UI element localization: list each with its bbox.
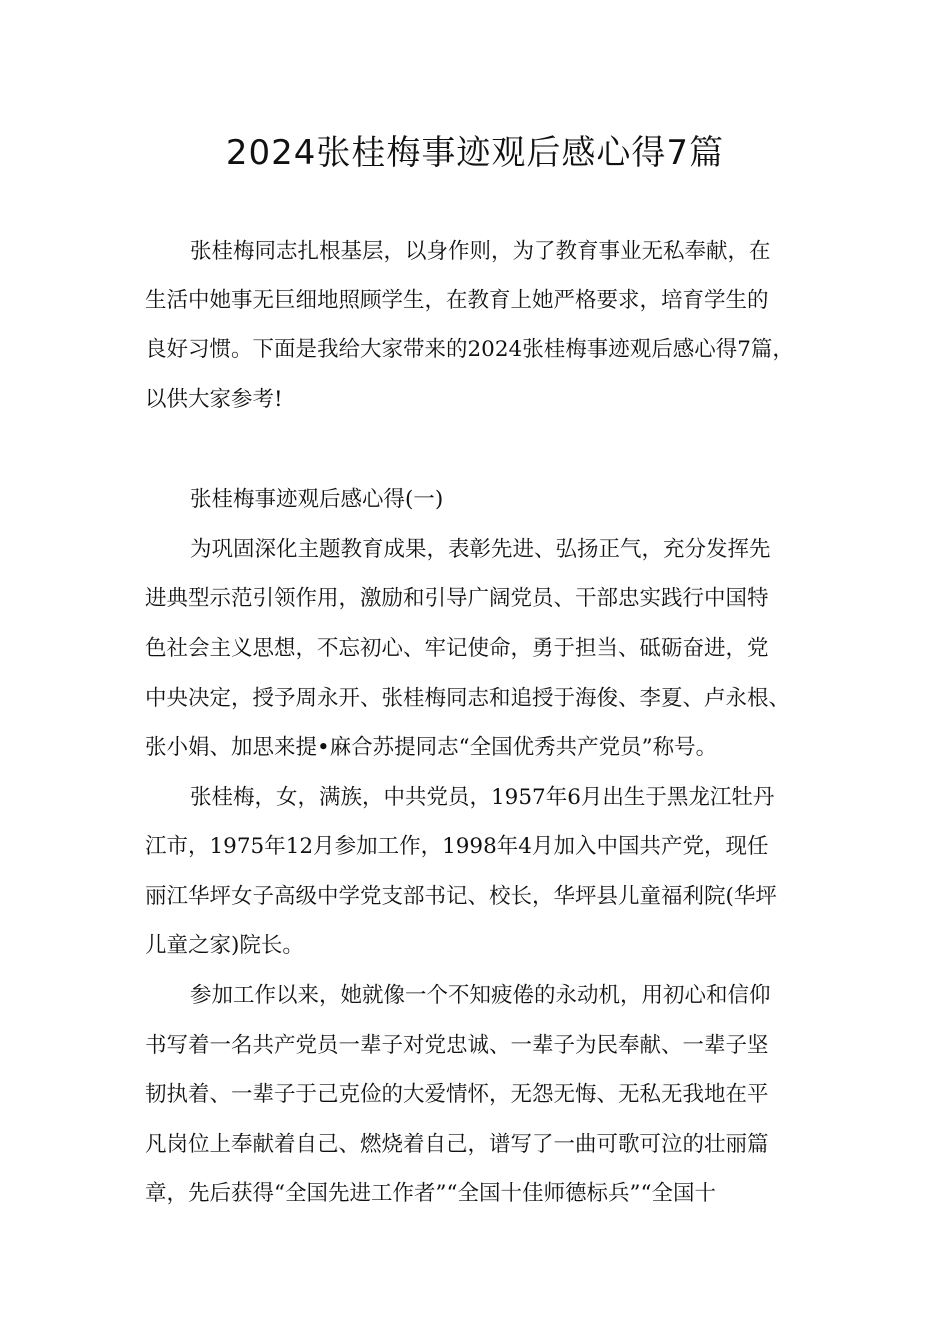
text-line: 韧执着、一辈子于己克俭的大爱情怀，无怨无悔、无私无我地在平 — [145, 1082, 769, 1107]
text-line: 章，先后获得“全国先进工作者”“全国十佳师德标兵”“全国十 — [145, 1181, 716, 1206]
text-line: 中央决定，授予周永开、张桂梅同志和追授于海俊、李夏、卢永根、 — [145, 686, 791, 711]
text-line: 丽江华坪女子高级中学党支部书记、校长，华坪县儿童福利院(华坪 — [145, 884, 777, 909]
text-line: 儿童之家)院长。 — [145, 933, 304, 958]
text-line: 张桂梅，女，满族，中共党员，1957年6月出生于黑龙江牡丹 — [190, 785, 775, 810]
text-line: 参加工作以来，她就像一个不知疲倦的永动机，用初心和信仰 — [190, 983, 771, 1008]
text-line: 凡岗位上奉献着自己、燃烧着自己，谱写了一曲可歌可泣的壮丽篇 — [145, 1132, 769, 1157]
text-line: 色社会主义思想，不忘初心、牢记使命，勇于担当、砥砺奋进，党 — [145, 636, 769, 661]
text-line: 生活中她事无巨细地照顾学生，在教育上她严格要求，培育学生的 — [145, 288, 769, 313]
text-line: 良好习惯。下面是我给大家带来的2024张桂梅事迹观后感心得7篇， — [145, 337, 794, 362]
page-title: 2024张桂梅事迹观后感心得7篇 — [225, 133, 725, 173]
text-line: 以供大家参考! — [145, 387, 283, 412]
text-line: 江市，1975年12月参加工作，1998年4月加入中国共产党，现任 — [145, 834, 769, 859]
text-line: 为巩固深化主题教育成果，表彰先进、弘扬正气，充分发挥先 — [190, 537, 771, 562]
text-line: 书写着一名共产党员一辈子对党忠诚、一辈子为民奉献、一辈子坚 — [145, 1033, 769, 1058]
text-line: 进典型示范引领作用，激励和引导广阔党员、干部忠实践行中国特 — [145, 586, 769, 611]
text-line: 张桂梅同志扎根基层，以身作则，为了教育事业无私奉献，在 — [190, 239, 771, 264]
text-line: 张小娟、加思来提•麻合苏提同志“全国优秀共产党员”称号。 — [145, 735, 718, 760]
section-heading: 张桂梅事迹观后感心得(一) — [190, 487, 444, 512]
